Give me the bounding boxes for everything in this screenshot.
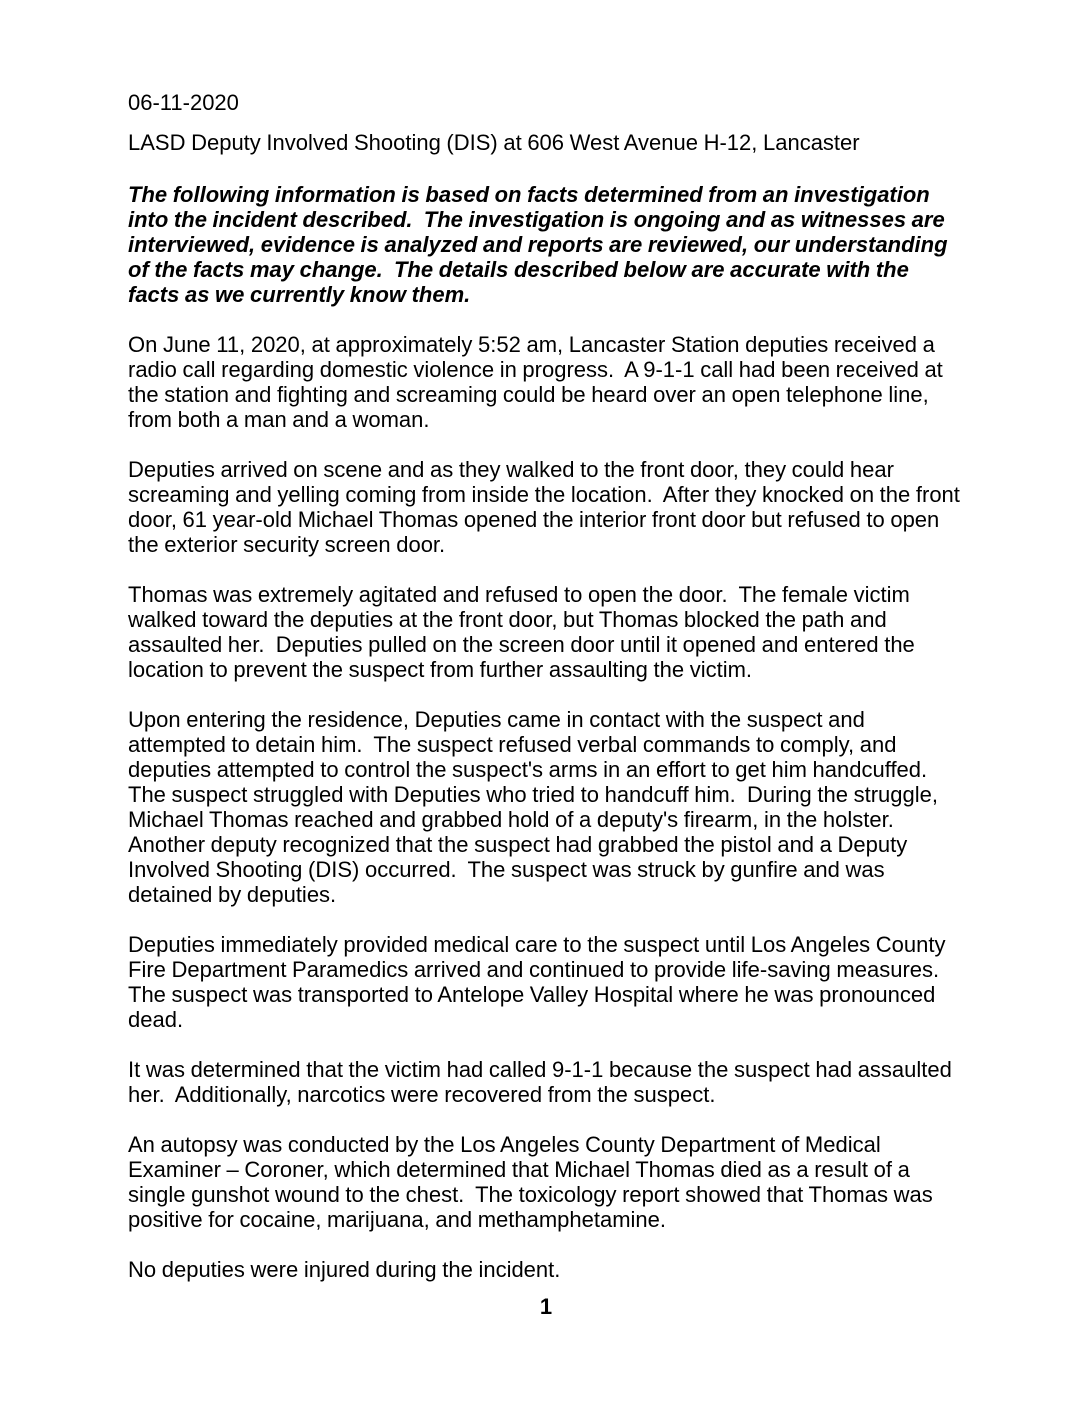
document-body: [128, 90, 964, 1307]
date-line: 06-11-2020: [128, 90, 239, 115]
body-paragraph: Thomas was extremely agitated and refused to open the door. The female victim walked toward the deputies at the front door, but Thomas blocked the path and assaulted her. Deputies pulled on the screen door until it opened and entered the location to prevent the suspect from further assaulting the victim.: [128, 582, 921, 682]
body-paragraph: Upon entering the residence, Deputies came in contact with the suspect and attempted to detain him. The suspect refused verbal commands to comply, and deputies attempted to control the suspect's arms in an effort to get him handcuffed. The suspect struggled with Deputies who tried to handcuff him. During the struggle, Michael Thomas reached and grabbed hold of a deputy's firearm, in the holster. Another deputy recognized that the suspect had grabbed the pistol and a Deputy Involved Shooting (DIS) occurred. The suspect was struck by gunfire and was detained by deputies.: [128, 707, 944, 907]
disclaimer-paragraph: The following information is based on facts determined from an investigation into the incident described. The investigation is ongoing and as witnesses are interviewed, evidence is analyzed and reports are reviewed, our understanding of the facts may change. The details described below are accurate with the facts as we currently know them.: [128, 182, 954, 307]
body-paragraph: An autopsy was conducted by the Los Angeles County Department of Medical Examiner – Coroner, which determined that Michael Thomas died as a result of a single gunshot wound to the chest. The toxicology report showed that Thomas was positive for cocaine, marijuana, and methamphetamine.: [128, 1132, 939, 1232]
body-paragraph: On June 11, 2020, at approximately 5:52 am, Lancaster Station deputies received a radio call regarding domestic violence in progress. A 9-1-1 call had been received at the station and fighting and screaming could be heard over an open telephone line, from both a man and a woman.: [128, 332, 949, 432]
body-paragraph: Deputies arrived on scene and as they walked to the front door, they could hear screaming and yelling coming from inside the location. After they knocked on the front door, 61 year-old Michael Thomas opened the interior front door but refused to open the exterior security screen door.: [128, 457, 966, 557]
body-paragraph: It was determined that the victim had called 9-1-1 because the suspect had assaulted her. Additionally, narcotics were recovered from the suspect.: [128, 1057, 958, 1107]
body-paragraph: Deputies immediately provided medical care to the suspect until Los Angeles County Fire Department Paramedics arrived and continued to provide life-saving measures. The suspect was transported to Antelope Valley Hospital where he was pronounced dead.: [128, 932, 952, 1032]
page-number: 1: [539, 1294, 553, 1319]
document-title: LASD Deputy Involved Shooting (DIS) at 606 West Avenue H-12, Lancaster: [128, 130, 860, 155]
body-paragraph: No deputies were injured during the incident.: [128, 1257, 561, 1282]
